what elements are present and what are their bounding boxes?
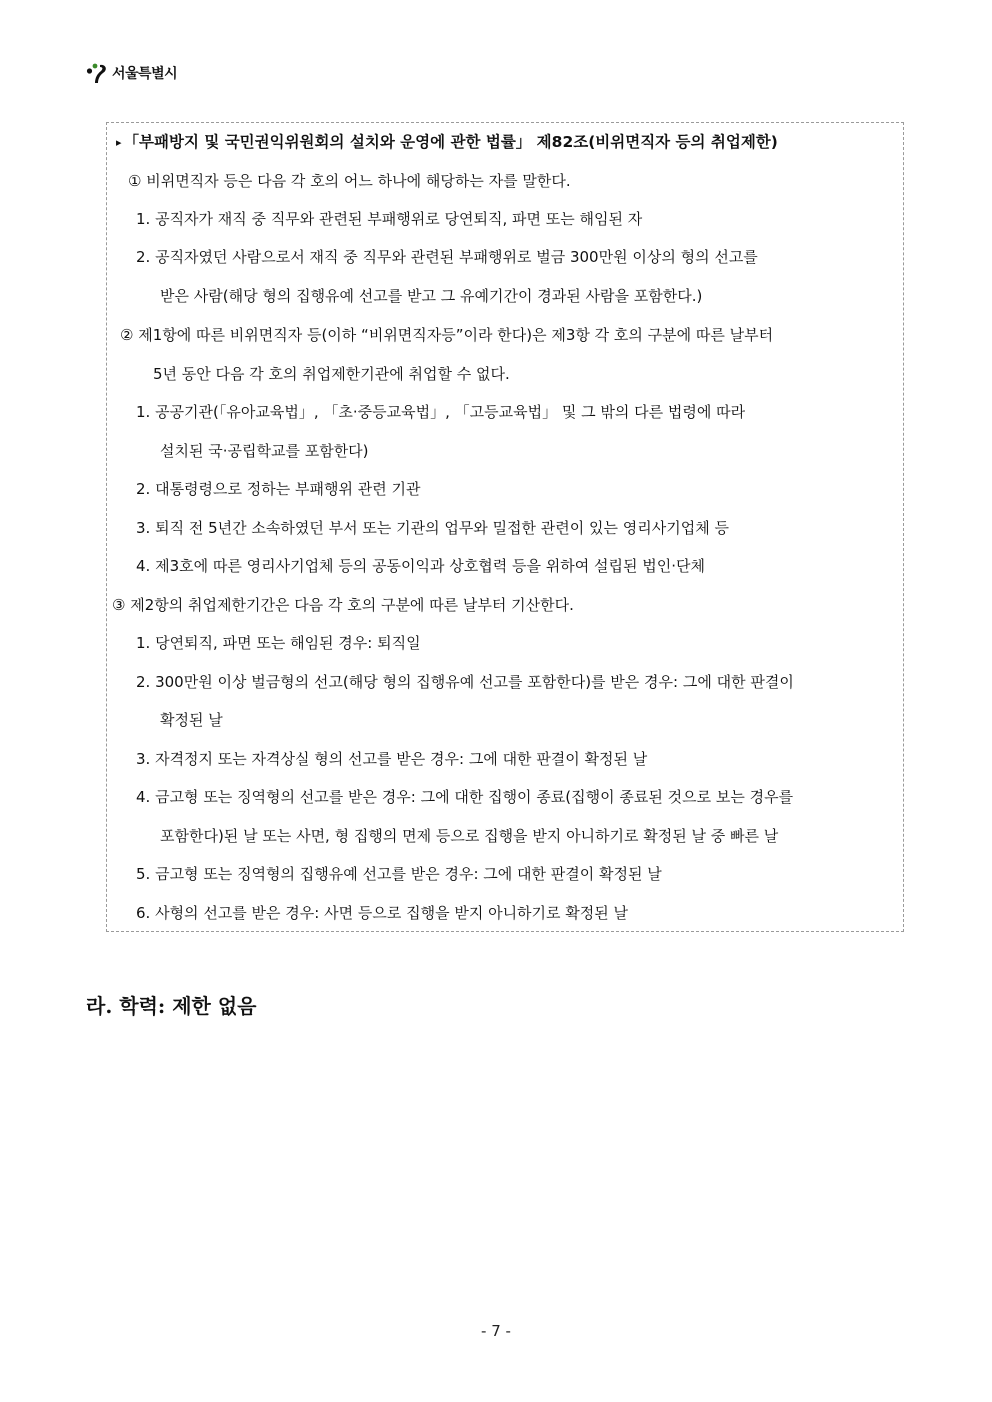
law-paragraph-1: ① 비위면직자 등은 다음 각 호의 어느 하나에 해당하는 자를 말한다. [128, 172, 571, 190]
law-item: 2. 300만원 이상 벌금형의 선고(해당 형의 집행유예 선고를 포함한다)를 받은 경우: 그에 대한 판결이 [136, 673, 794, 691]
triangle-right-icon: ▸ [116, 136, 122, 149]
law-item: 6. 사형의 선고를 받은 경우: 사면 등으로 집행을 받지 아니하기로 확정된 날 [136, 904, 629, 922]
law-paragraph-3: ③ 제2항의 취업제한기간은 다음 각 호의 구분에 따른 날부터 기산한다. [112, 596, 574, 614]
law-item: 1. 공직자가 재직 중 직무와 관련된 부패행위로 당연퇴직, 파면 또는 해임된 자 [136, 210, 643, 228]
law-item-continued: 설치된 국·공립학교를 포함한다) [160, 442, 369, 460]
law-item: 3. 퇴직 전 5년간 소속하였던 부서 또는 기관의 업무와 밀접한 관련이 있는 영리사기업체 등 [136, 519, 729, 537]
law-heading-text: 「부패방지 및 국민권익위원회의 설치와 운영에 관한 법률」 제82조(비위면직자 등의 취업제한) [123, 133, 778, 151]
law-item-continued: 확정된 날 [160, 711, 223, 729]
law-item-continued: 받은 사람(해당 형의 집행유예 선고를 받고 그 유예기간이 경과된 사람을 포함한다.) [160, 287, 703, 305]
law-item: 5. 금고형 또는 징역형의 집행유예 선고를 받은 경우: 그에 대한 판결이 확정된 날 [136, 865, 662, 883]
law-paragraph-2: ② 제1항에 따른 비위면직자 등(이하 “비위면직자등”이라 한다)은 제3항 각 호의 구분에 따른 날부터 [120, 326, 774, 344]
org-name: 서울특별시 [112, 66, 178, 82]
page-number: - 7 - [481, 1322, 511, 1340]
law-item: 1. 공공기관(「유아교육법」, 「초·중등교육법」, 「고등교육법」 및 그 밖의 다른 법령에 따라 [136, 403, 746, 421]
law-item: 4. 금고형 또는 징역형의 선고를 받은 경우: 그에 대한 집행이 종료(집행이 종료된 것으로 보는 경우를 [136, 788, 794, 806]
law-item: 2. 대통령령으로 정하는 부패행위 관련 기관 [136, 480, 421, 498]
law-item: 2. 공직자였던 사람으로서 재직 중 직무와 관련된 부패행위로 벌금 300만원 이상의 형의 선고를 [136, 248, 758, 266]
section-title: 라. 학력: 제한 없음 [86, 994, 257, 1018]
header-logo [86, 62, 177, 84]
law-item: 3. 자격정지 또는 자격상실 형의 선고를 받은 경우: 그에 대한 판결이 확정된 날 [136, 750, 648, 768]
law-item: 1. 당연퇴직, 파면 또는 해임된 경우: 퇴직일 [136, 634, 421, 652]
law-heading [116, 132, 778, 153]
law-item: 4. 제3호에 따른 영리사기업체 등의 공동이익과 상호협력 등을 위하여 설립된 법인·단체 [136, 557, 705, 575]
seoul-logo-icon [86, 62, 110, 84]
law-item-continued: 포함한다)된 날 또는 사면, 형 집행의 면제 등으로 집행을 받지 아니하기로 확정된 날 중 빠른 날 [160, 827, 779, 845]
law-paragraph-continued: 5년 동안 다음 각 호의 취업제한기관에 취업할 수 없다. [153, 365, 510, 383]
